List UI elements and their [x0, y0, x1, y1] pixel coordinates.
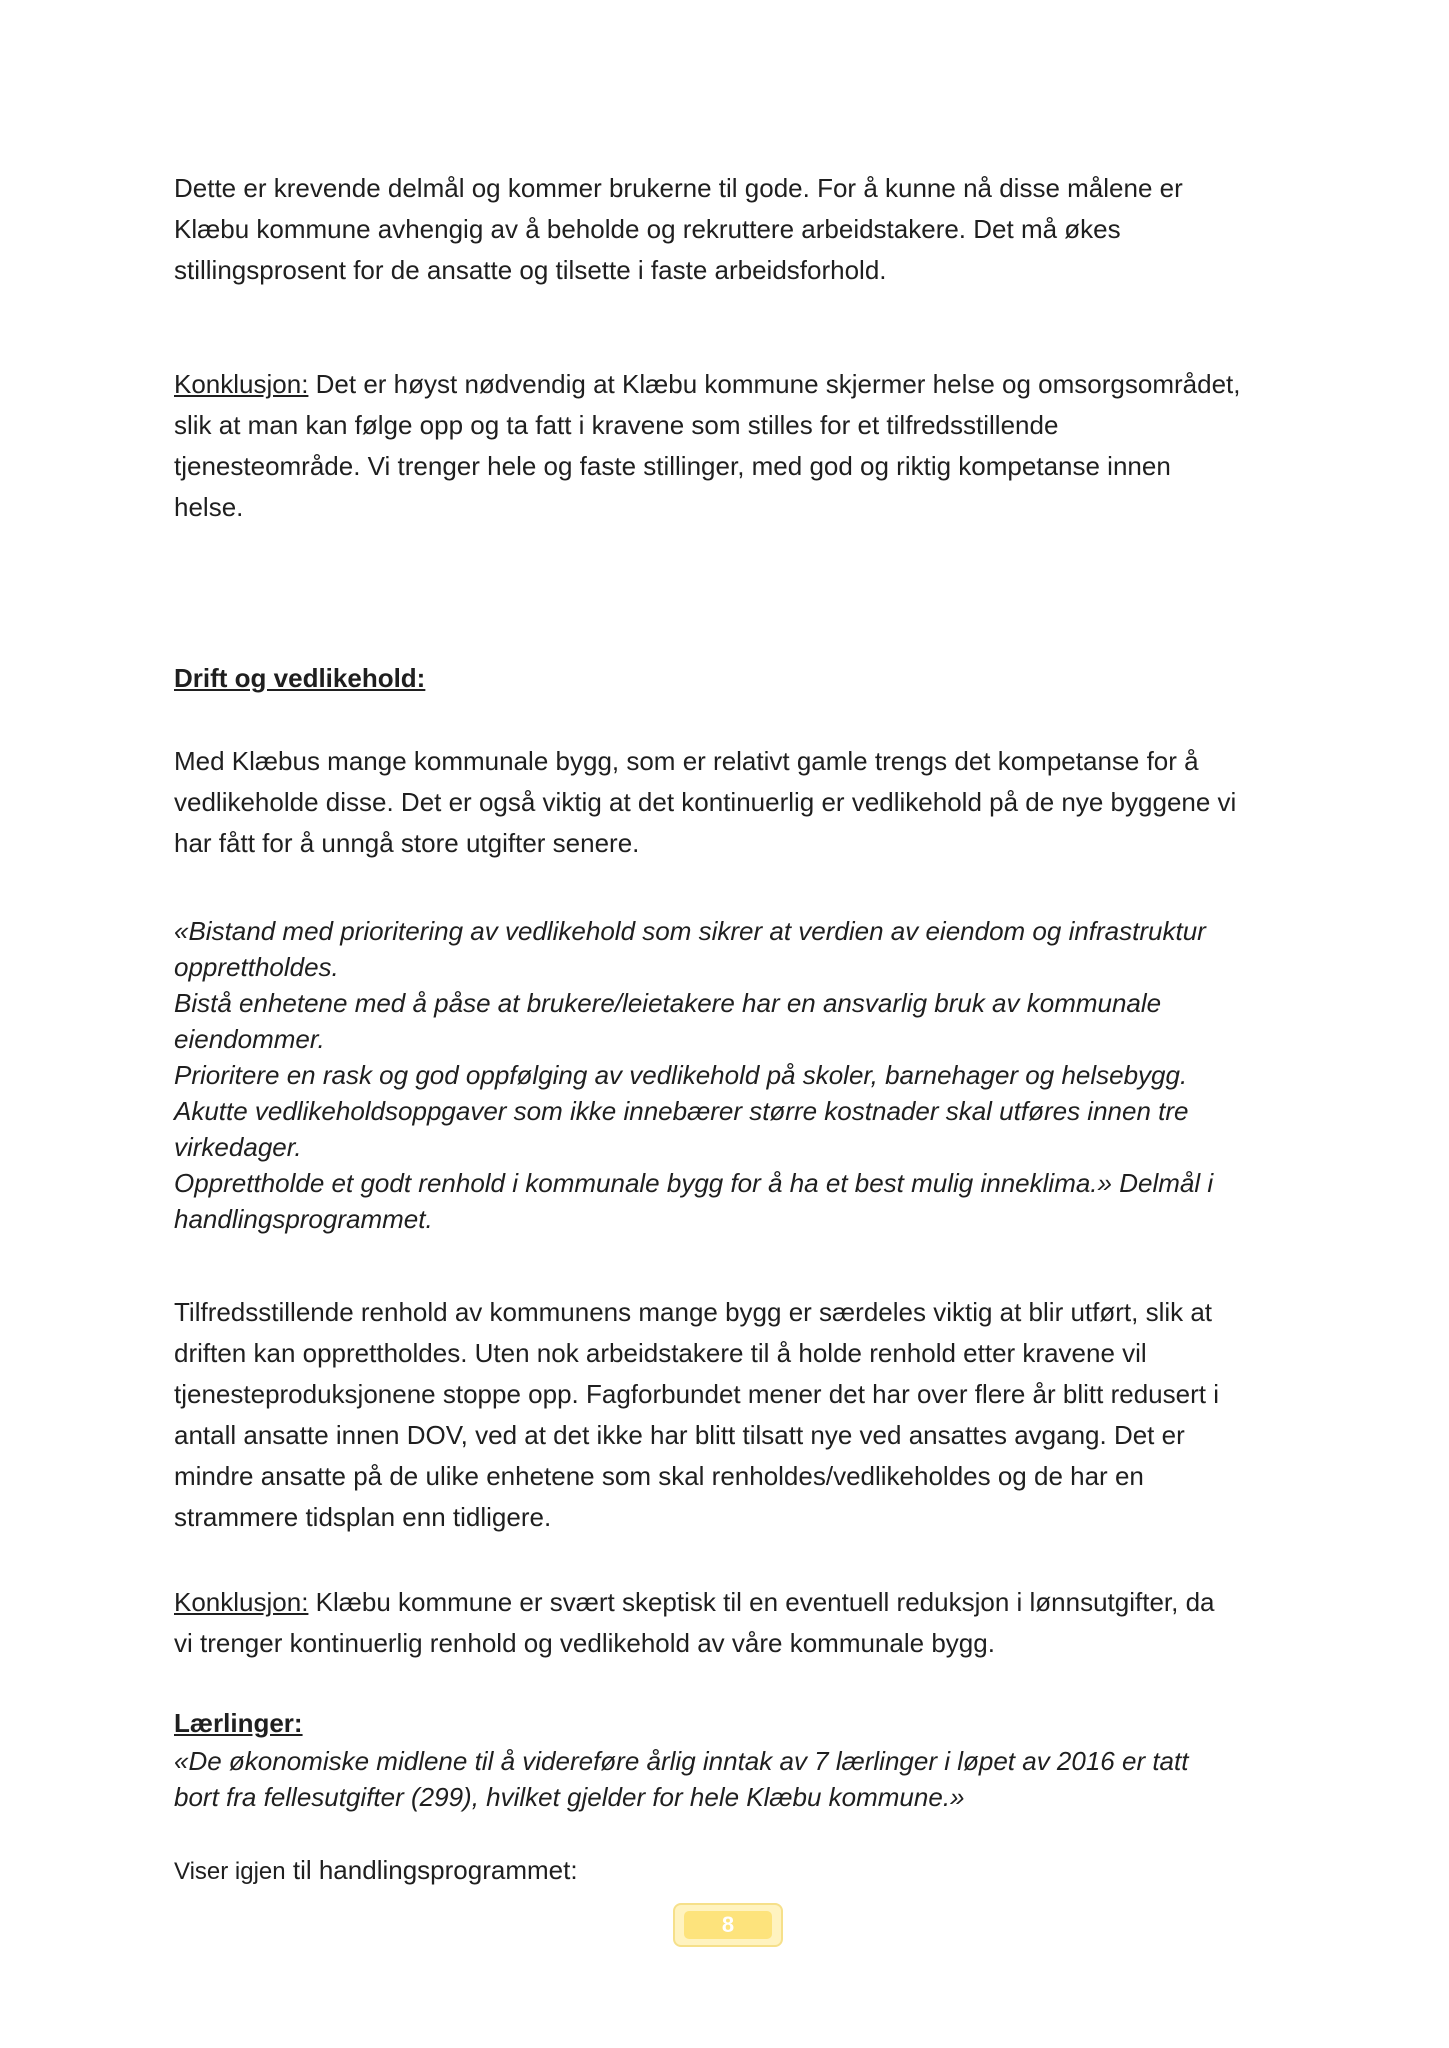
conclusion-label: Konklusjon:: [174, 1587, 309, 1617]
quote-line: virkedager.: [174, 1132, 302, 1162]
text-line: vi trenger kontinuerlig renhold og vedlikehold av våre kommunale bygg.: [174, 1628, 995, 1658]
text-line: driften kan opprettholdes. Uten nok arbeidstakere til å holde renhold etter kravene vil: [174, 1338, 1147, 1368]
text-line: tjenesteproduksjonene stoppe opp. Fagforbundet mener det har over flere år blitt redusert i: [174, 1379, 1219, 1409]
text-line: strammere tidsplan enn tidligere.: [174, 1502, 552, 1532]
section-heading: Drift og vedlikehold:: [174, 663, 426, 693]
quote-line: Prioritere en rask og god oppfølging av vedlikehold på skoler, barnehager og helsebygg.: [174, 1060, 1188, 1090]
laerlinger-quote: [174, 1743, 1294, 1815]
text-line: slik at man kan følge opp og ta fatt i kravene som stilles for et tilfredsstillende: [174, 410, 1059, 440]
quote-line: Opprettholde et godt renhold i kommunale bygg for å ha et best mulig inneklima.» Delmål i: [174, 1168, 1214, 1198]
quote-line: Bistå enhetene med å påse at brukere/leietakere har en ansvarlig bruk av kommunale: [174, 988, 1162, 1018]
text-line-rest: Det er høyst nødvendig at Klæbu kommune skjermer helse og omsorgsområdet,: [308, 369, 1241, 399]
text-line: Med Klæbus mange kommunale bygg, som er relativt gamle trengs det kompetanse for å: [174, 746, 1199, 776]
renhold-paragraph: [174, 1292, 1294, 1538]
drift-paragraph: [174, 741, 1294, 864]
quote-line: eiendommer.: [174, 1024, 325, 1054]
text-line: antall ansatte innen DOV, ved at det ikke har blitt tilsatt nye ved ansattes avgang. Det er: [174, 1420, 1185, 1450]
conclusion-paragraph-1: [174, 364, 1294, 528]
laerlinger-footer-line: [174, 1850, 1294, 1892]
text-line: stillingsprosent for de ansatte og tilsette i faste arbeidsforhold.: [174, 255, 887, 285]
intro-paragraph: [174, 168, 1294, 291]
quote-line: «De økonomiske midlene til å videreføre årlig inntak av 7 lærlinger i løpet av 2016 er tatt: [174, 1746, 1189, 1776]
quote-line: opprettholdes.: [174, 952, 339, 982]
conclusion-paragraph-2: [174, 1582, 1294, 1664]
text-line: Dette er krevende delmål og kommer brukerne til gode. For å kunne nå disse målene er: [174, 173, 1183, 203]
conclusion-label: Konklusjon:: [174, 369, 309, 399]
quote-line: Akutte vedlikeholdsoppgaver som ikke innebærer større kostnader skal utføres innen tre: [174, 1096, 1189, 1126]
text-line: Tilfredsstillende renhold av kommunens mange bygg er særdeles viktig at blir utført, slik at: [174, 1297, 1213, 1327]
text-part: til handlingsprogrammet:: [285, 1855, 578, 1885]
quote-line: bort fra fellesutgifter (299), hvilket gjelder for hele Klæbu kommune.»: [174, 1782, 965, 1812]
text-line: [174, 1582, 1294, 1623]
page-number-badge: [673, 1903, 783, 1947]
text-line: tjenesteområde. Vi trenger hele og faste stillinger, med god og riktig kompetanse innen: [174, 451, 1171, 481]
text-line-rest: Klæbu kommune er svært skeptisk til en eventuell reduksjon i lønnsutgifter, da: [308, 1587, 1215, 1617]
text-line: [174, 364, 1294, 405]
section-heading-drift: [174, 658, 1294, 699]
page-number: 8: [684, 1911, 772, 1939]
text-line: Klæbu kommune avhengig av å beholde og rekruttere arbeidstakere. Det må økes: [174, 214, 1121, 244]
text-line: mindre ansatte på de ulike enhetene som skal renholdes/vedlikeholdes og de har en: [174, 1461, 1144, 1491]
drift-quote: [174, 913, 1294, 1237]
text-part: Viser igjen: [174, 1858, 286, 1885]
text-line: har fått for å unngå store utgifter senere.: [174, 828, 640, 858]
text-line: helse.: [174, 492, 244, 522]
section-heading: Lærlinger:: [174, 1708, 303, 1738]
text-line: vedlikeholde disse. Det er også viktig at det kontinuerlig er vedlikehold på de nye byggene vi: [174, 787, 1237, 817]
section-heading-laerlinger: [174, 1703, 1294, 1744]
quote-line: handlingsprogrammet.: [174, 1204, 433, 1234]
quote-line: «Bistand med prioritering av vedlikehold som sikrer at verdien av eiendom og infrastruktur: [174, 916, 1206, 946]
text-line: [174, 1850, 1294, 1892]
